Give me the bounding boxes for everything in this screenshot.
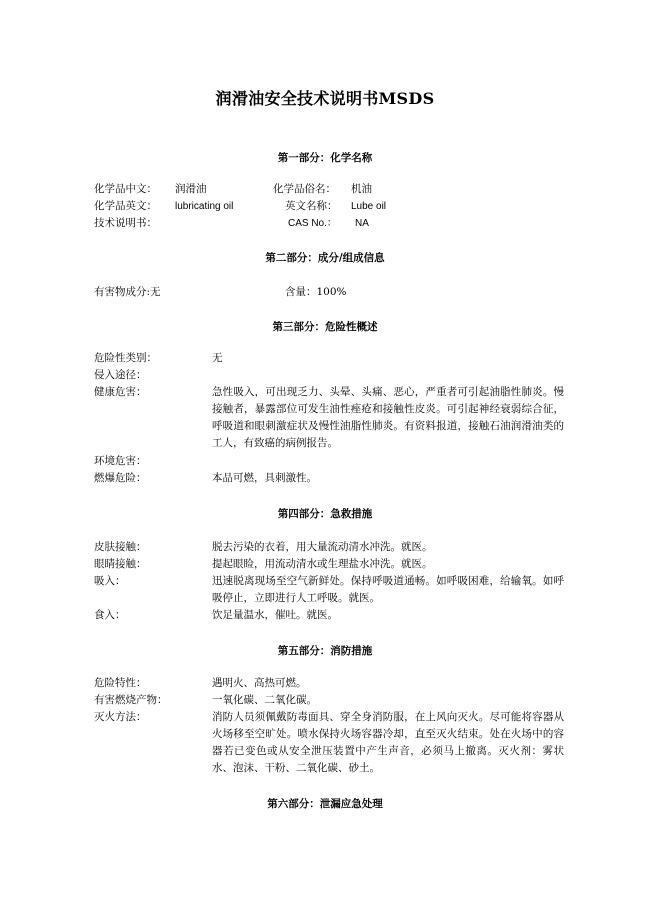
section-1-heading: 第一部分：化学名称 (277, 152, 373, 164)
hazardous-component: 有害物成分:无 (94, 286, 161, 298)
skin-value: 脱去污染的衣着，用大量流动清水冲洗。就医。 (212, 541, 433, 553)
ingest-value: 饮足量温水，催吐。就医。 (212, 609, 338, 621)
section-2-heading: 第二部分：成分/组成信息 (265, 252, 385, 264)
common-name-value: 机油 (351, 183, 372, 195)
en-name-value: lubricating oil (175, 201, 234, 212)
ingest-label: 食入： (94, 609, 126, 621)
method-label: 灭火方法： (94, 711, 147, 723)
cas-value: NA (355, 218, 369, 229)
hazard-label: 危险特性： (94, 677, 147, 689)
section-4-heading: 第四部分：急救措施 (277, 508, 373, 520)
section-5-heading: 第五部分：消防措施 (277, 645, 373, 657)
cn-name-value: 润滑油 (175, 183, 207, 195)
document-title: 润滑油安全技术说明书MSDS (215, 89, 435, 108)
health-label: 健康危害： (94, 386, 147, 398)
en-alias-value: Lube oil (351, 201, 387, 212)
tech-label: 技术说明书： (94, 217, 157, 229)
combustion-value: 一氧化碳、二氧化碳。 (212, 694, 317, 706)
eye-value: 提起眼睑，用流动清水或生理盐水冲洗。就医。 (212, 558, 433, 570)
method-value: 消防人员须佩戴防毒面具、穿全身消防服，在上风向灭火。尽可能将容器从火场移至空旷处。喷水保持火场容器冷却，直至灭火结束。处在火场中的容器若已变色或从安全泄压装置中产生声音，必须马上撤离。灭火剂：雾状水、泡沫、干粉、二氧化碳、砂土。 (212, 711, 564, 774)
hazard-value: 遇明火、高热可燃。 (212, 677, 307, 689)
fire-value: 本品可燃，具刺激性。 (212, 472, 317, 484)
common-name-label: 化学品俗名： (273, 183, 336, 195)
combustion-label: 有害燃烧产物： (94, 694, 168, 706)
skin-label: 皮肤接触： (94, 541, 147, 553)
section-3-heading: 第三部分：危险性概述 (272, 321, 378, 333)
env-label: 环境危害： (94, 455, 147, 467)
eye-label: 眼睛接触： (94, 558, 147, 570)
en-name-label: 化学品英文： (94, 200, 157, 212)
fire-label: 燃爆危险： (94, 472, 147, 484)
en-alias-label: 英文名称： (285, 200, 338, 212)
cas-label: CAS No.： (288, 218, 337, 229)
content-percentage: 含量：100% (285, 286, 347, 298)
route-label: 侵入途径： (94, 369, 147, 381)
inhale-value: 迅速脱离现场至空气新鲜处。保持呼吸道通畅。如呼吸困难，给输氧。如呼吸停止，立即进行人工呼吸。就医。 (212, 575, 564, 604)
category-label: 危险性类别： (94, 352, 157, 364)
health-value: 急性吸入，可出现乏力、头晕、头痛、恶心，严重者可引起油脂性肺炎。慢接触者，暴露部位可发生油性痤疮和接触性皮炎。可引起神经衰弱综合征，呼吸道和眼刺激症状及慢性油脂性肺炎。有资料报道，接触石油润滑油类的工人，有致癌的病例报告。 (212, 386, 564, 449)
category-value: 无 (212, 352, 223, 364)
inhale-label: 吸入： (94, 575, 126, 587)
cn-name-label: 化学品中文： (94, 183, 157, 195)
section-6-heading: 第六部分：泄漏应急处理 (267, 798, 383, 810)
